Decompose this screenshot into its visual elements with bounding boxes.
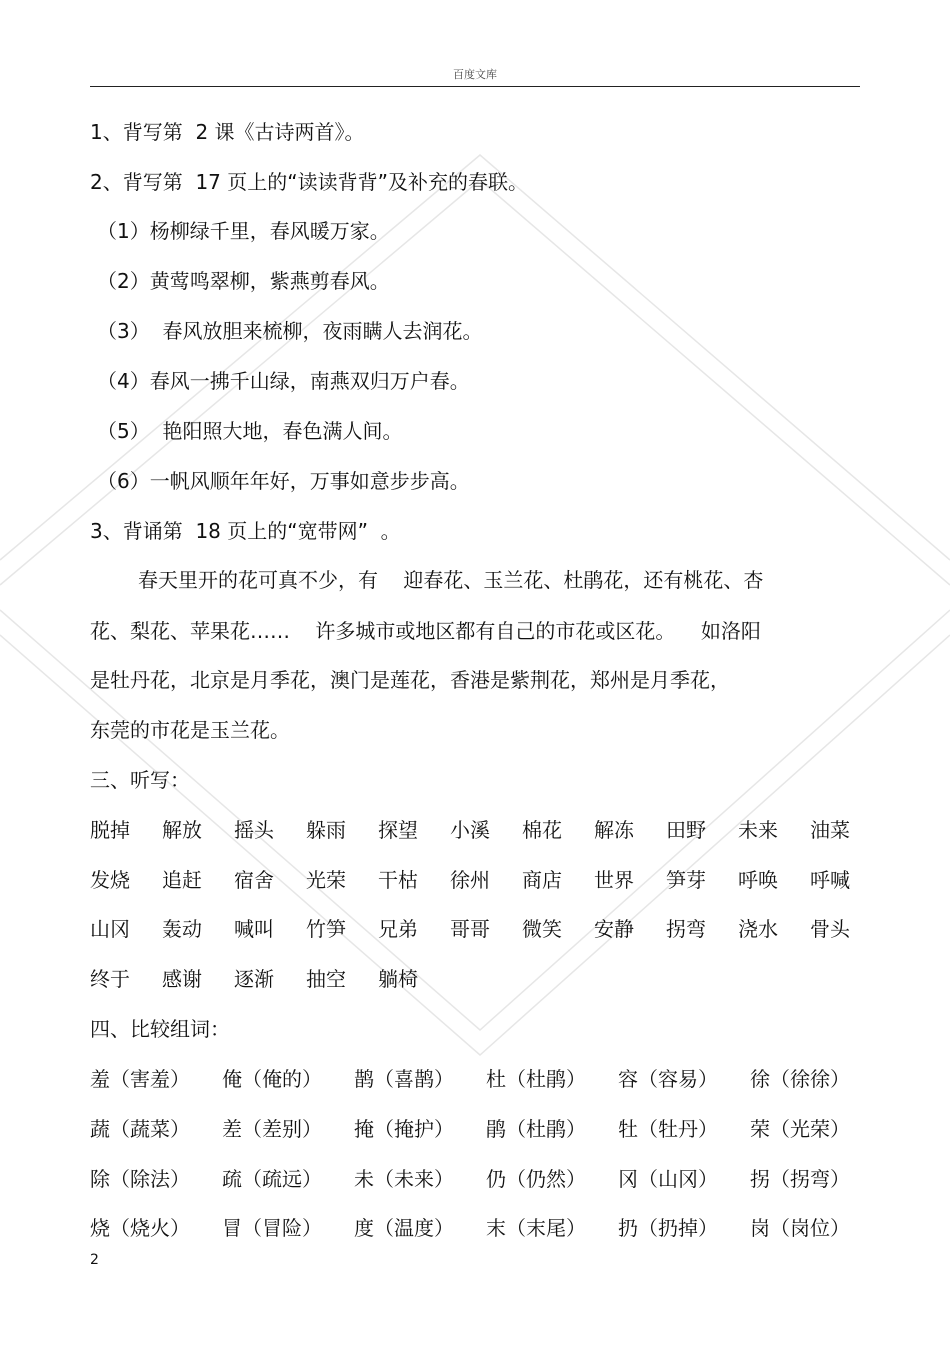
- couplet-1: （1）杨柳绿千里，春风暖万家。: [97, 219, 390, 243]
- page-number: 2: [90, 1252, 99, 1268]
- compare-word: 容（容易）: [618, 1067, 718, 1091]
- recite-item-1: 1、背写第 2 课《古诗两首》。: [90, 120, 365, 144]
- dictation-word: 安静: [594, 917, 634, 941]
- dictation-word: 解放: [162, 818, 202, 842]
- dictation-row: [90, 868, 860, 892]
- compare-heading: 四、比较组词：: [90, 1017, 230, 1041]
- dictation-word: 逐渐: [234, 967, 274, 991]
- recite-item-3: 3、背诵第 18 页上的“宽带网” 。: [90, 519, 401, 543]
- couplet-4: （4）春风一拂千山绿，南燕双归万户春。: [97, 369, 470, 393]
- dictation-word: 追赶: [162, 868, 202, 892]
- dictation-word: 竹笋: [306, 917, 346, 941]
- compare-word: 仍（仍然）: [486, 1167, 586, 1191]
- dictation-word: 山冈: [90, 917, 130, 941]
- dictation-word: 喊叫: [234, 917, 274, 941]
- compare-word: 鹃（杜鹃）: [486, 1117, 586, 1141]
- compare-word: 羞（害羞）: [90, 1067, 190, 1091]
- compare-word: 鹊（喜鹊）: [354, 1067, 454, 1091]
- compare-word: 烧（烧火）: [90, 1216, 190, 1240]
- dictation-word: 躲雨: [306, 818, 346, 842]
- compare-word: 拐（拐弯）: [750, 1167, 850, 1191]
- compare-word: 末（末尾）: [486, 1216, 586, 1240]
- passage-line-4: 东莞的市花是玉兰花。: [90, 718, 290, 742]
- compare-word: 杜（杜鹃）: [486, 1067, 586, 1091]
- compare-word: 度（温度）: [354, 1216, 454, 1240]
- dictation-word: 探望: [378, 818, 418, 842]
- dictation-word: 哥哥: [450, 917, 490, 941]
- compare-word: 徐（徐徐）: [750, 1067, 850, 1091]
- compare-row: [90, 1167, 860, 1191]
- compare-word: 疏（疏远）: [222, 1167, 322, 1191]
- dictation-word: 商店: [522, 868, 562, 892]
- dictation-word: 脱掉: [90, 818, 130, 842]
- compare-word: 未（未来）: [354, 1167, 454, 1191]
- compare-word: 冈（山冈）: [618, 1167, 718, 1191]
- compare-word: 牡（牡丹）: [618, 1117, 718, 1141]
- compare-row: [90, 1216, 860, 1240]
- dictation-word: 呼唤: [738, 868, 778, 892]
- compare-word: 掩（掩护）: [354, 1117, 454, 1141]
- dictation-word: 终于: [90, 967, 130, 991]
- couplet-3: （3） 春风放胆来梳柳，夜雨瞒人去润花。: [97, 319, 483, 343]
- couplet-6: （6）一帆风顺年年好，万事如意步步高。: [97, 469, 470, 493]
- dictation-word: 油菜: [810, 818, 850, 842]
- compare-word: 差（差别）: [222, 1117, 322, 1141]
- compare-row: [90, 1067, 860, 1091]
- dictation-word: 拐弯: [666, 917, 706, 941]
- dictation-word: 田野: [666, 818, 706, 842]
- dictation-word: 干枯: [378, 868, 418, 892]
- dictation-word: 徐州: [450, 868, 490, 892]
- recite-item-2: 2、背写第 17 页上的“读读背背”及补充的春联。: [90, 170, 528, 194]
- dictation-row: [90, 818, 860, 842]
- compare-word: 荣（光荣）: [750, 1117, 850, 1141]
- passage-line-2: 花、梨花、苹果花…… 许多城市或地区都有自己的市花或区花。 如洛阳: [90, 619, 761, 643]
- dictation-word: 未来: [738, 818, 778, 842]
- dictation-word: 发烧: [90, 868, 130, 892]
- dictation-row: [90, 967, 860, 991]
- compare-word: 除（除法）: [90, 1167, 190, 1191]
- passage-line-1: 春天里开的花可真不少，有 迎春花、玉兰花、杜鹃花，还有桃花、杏: [138, 568, 764, 592]
- dictation-word: 兄弟: [378, 917, 418, 941]
- compare-row: [90, 1117, 860, 1141]
- couplet-2: （2）黄莺鸣翠柳，紫燕剪春风。: [97, 269, 390, 293]
- couplet-5: （5） 艳阳照大地，春色满人间。: [97, 419, 403, 443]
- dictation-word: 棉花: [522, 818, 562, 842]
- compare-word: 俺（俺的）: [222, 1067, 322, 1091]
- dictation-word: 笋芽: [666, 868, 706, 892]
- compare-word: 蔬（蔬菜）: [90, 1117, 190, 1141]
- dictation-word: 呼喊: [810, 868, 850, 892]
- dictation-row: [90, 917, 860, 941]
- dictation-word: 解冻: [594, 818, 634, 842]
- dictation-word: 躺椅: [378, 967, 418, 991]
- compare-word: 冒（冒险）: [222, 1216, 322, 1240]
- compare-word: 扔（扔掉）: [618, 1216, 718, 1240]
- dictation-word: 小溪: [450, 818, 490, 842]
- dictation-heading: 三、听写：: [90, 768, 190, 792]
- dictation-word: 宿舍: [234, 868, 274, 892]
- page-header-title: 百度文库: [453, 68, 497, 81]
- compare-word: 岗（岗位）: [750, 1216, 850, 1240]
- dictation-word: 骨头: [810, 917, 850, 941]
- passage-line-3: 是牡丹花，北京是月季花，澳门是莲花，香港是紫荆花，郑州是月季花，: [90, 668, 730, 692]
- dictation-word: 光荣: [306, 868, 346, 892]
- dictation-word: 摇头: [234, 818, 274, 842]
- header-divider: [90, 86, 860, 87]
- dictation-word: 浇水: [738, 917, 778, 941]
- dictation-word: 感谢: [162, 967, 202, 991]
- dictation-word: 抽空: [306, 967, 346, 991]
- dictation-word: 微笑: [522, 917, 562, 941]
- dictation-word: 轰动: [162, 917, 202, 941]
- dictation-word: 世界: [594, 868, 634, 892]
